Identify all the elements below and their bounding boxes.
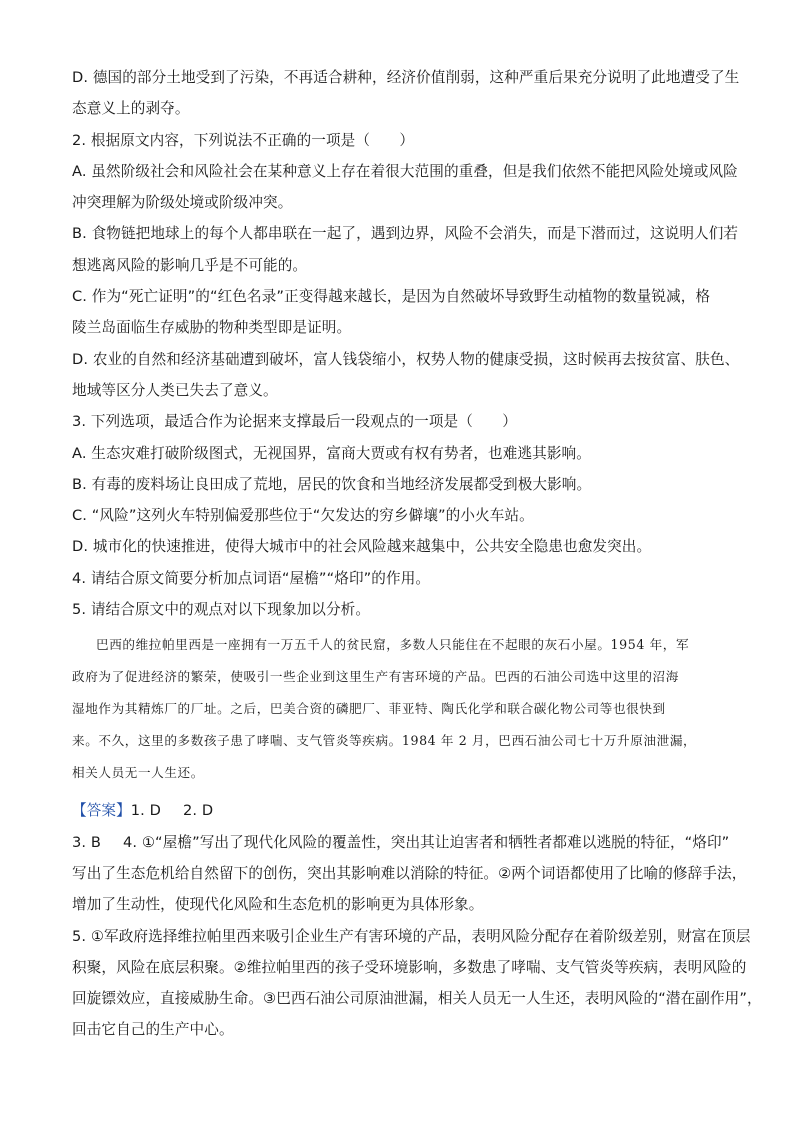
answer-1: 1. D (130, 802, 161, 820)
answer-4-line2: 写出了生态危机给自然留下的创伤，突出其影响难以消除的特征。②两个词语都使用了比喻的修辞手法， (72, 864, 747, 882)
answer-5-line1: 5. ①军政府选择维拉帕里西来吸引企业生产有害环境的产品，表明风险分配存在着阶级差别，财富在顶层 (72, 927, 751, 945)
q3-option-a: A. 生态灾难打破阶级图式，无视国界，富商大贾或有权有势者，也难逃其影响。 (72, 444, 591, 462)
passage-line: 巴西的维拉帕里西是一座拥有一万五千人的贫民窟，多数人只能住在不起眼的灰石小屋。1954 年，军 (96, 637, 690, 653)
q2-option-c-line1: C. 作为“死亡证明”的“红色名录”正变得越来越长，是因为自然破坏导致野生动植物的数量锐减，格 (72, 288, 711, 306)
q3-option-d: D. 城市化的快速推进，使得大城市中的社会风险越来越集中，公共安全隐患也愈发突出。 (72, 538, 652, 556)
q2-option-c-line2: 陵兰岛面临生存威胁的物种类型即是证明。 (72, 319, 352, 337)
answer-5-line4: 回击它自己的生产中心。 (72, 1021, 234, 1039)
answer-line-1 (72, 795, 727, 826)
q2-option-a-line1: A. 虽然阶级社会和风险社会在某种意义上存在着很大范围的重叠，但是我们依然不能把风险处境或风险 (72, 162, 738, 180)
q2-option-b-line2: 想逃离风险的影响几乎是不可能的。 (72, 256, 308, 274)
document-content (72, 62, 762, 1046)
q5-passage (72, 629, 727, 789)
q3-option-c: C. “风险”这列火车特别偏爱那些位于“欠发达的穷乡僻壤”的小火车站。 (72, 507, 534, 525)
passage-line: 来。不久，这里的多数孩子患了哮喘、支气管炎等疾病。1984 年 2 月，巴西石油公司七十万升原油泄漏， (72, 733, 697, 749)
passage-line: 湿地作为其精炼厂的厂址。之后，巴美合资的磷肥厂、菲亚特、陶氏化学和联合碳化物公司等也很快到 (72, 701, 666, 717)
answer-3: 3. B (72, 833, 101, 851)
q3-option-b: B. 有毒的废料场让良田成了荒地，居民的饮食和当地经济发展都受到极大影响。 (72, 475, 592, 493)
q3-stem: 3. 下列选项，最适合作为论据来支撑最后一段观点的一项是（ ） (72, 413, 517, 431)
q2-option-d-line2: 地域等区分人类已失去了意义。 (72, 381, 278, 399)
answer-2: 2. D (182, 802, 214, 820)
answer-4-line1: 4. ①“屋檐”写出了现代化风险的覆盖性，突出其让迫害者和牺牲者都难以逃脱的特征，“烙印” (122, 833, 730, 851)
answer-5-line2: 积聚，风险在底层积聚。②维拉帕里西的孩子受环境影响，多数患了哮喘、支气管炎等疾病，表明风险的 (72, 958, 747, 976)
answer-tag: 【答案】 (72, 802, 131, 820)
q2-option-b-line1: B. 食物链把地球上的每个人都串联在一起了，遇到边界，风险不会消失，而是下潜而过，这说明人们若 (72, 225, 739, 243)
answer-3-4-line1 (72, 827, 730, 858)
answer-4-line3: 增加了生动性，使现代化风险和生态危机的影响更为具体形象。 (72, 896, 484, 914)
q5-stem: 5. 请结合原文中的观点对以下现象加以分析。 (72, 601, 371, 619)
passage-line: 相关人员无一人生还。 (72, 765, 204, 781)
q4-stem: 4. 请结合原文简要分析加点词语“屋檐”“烙印”的作用。 (72, 569, 431, 587)
q2-stem: 2. 根据原文内容，下列说法不正确的一项是（ ） (72, 131, 415, 149)
q1-option-d-line1: D. 德国的部分土地受到了污染，不再适合耕种，经济价值削弱，这种严重后果充分说明了此地遭受了生 (72, 69, 740, 86)
passage-line: 政府为了促进经济的繁荣，使吸引一些企业到这里生产有害环境的产品。巴西的石油公司选中这里的沼海 (72, 669, 679, 685)
q1-option-d-line2: 态意义上的剥夺。 (72, 100, 190, 118)
q2-option-a-line2: 冲突理解为阶级处境或阶级冲突。 (72, 194, 293, 212)
answer-5-line3: 回旋镖效应，直接威胁生命。③巴西石油公司原油泄漏，相关人员无一人生还，表明风险的“潜在副作用”， (72, 990, 762, 1008)
q2-option-d-line1: D. 农业的自然和经济基础遭到破坏，富人钱袋缩小，权势人物的健康受损，这时候再去按贫富、肤色、 (72, 350, 740, 368)
